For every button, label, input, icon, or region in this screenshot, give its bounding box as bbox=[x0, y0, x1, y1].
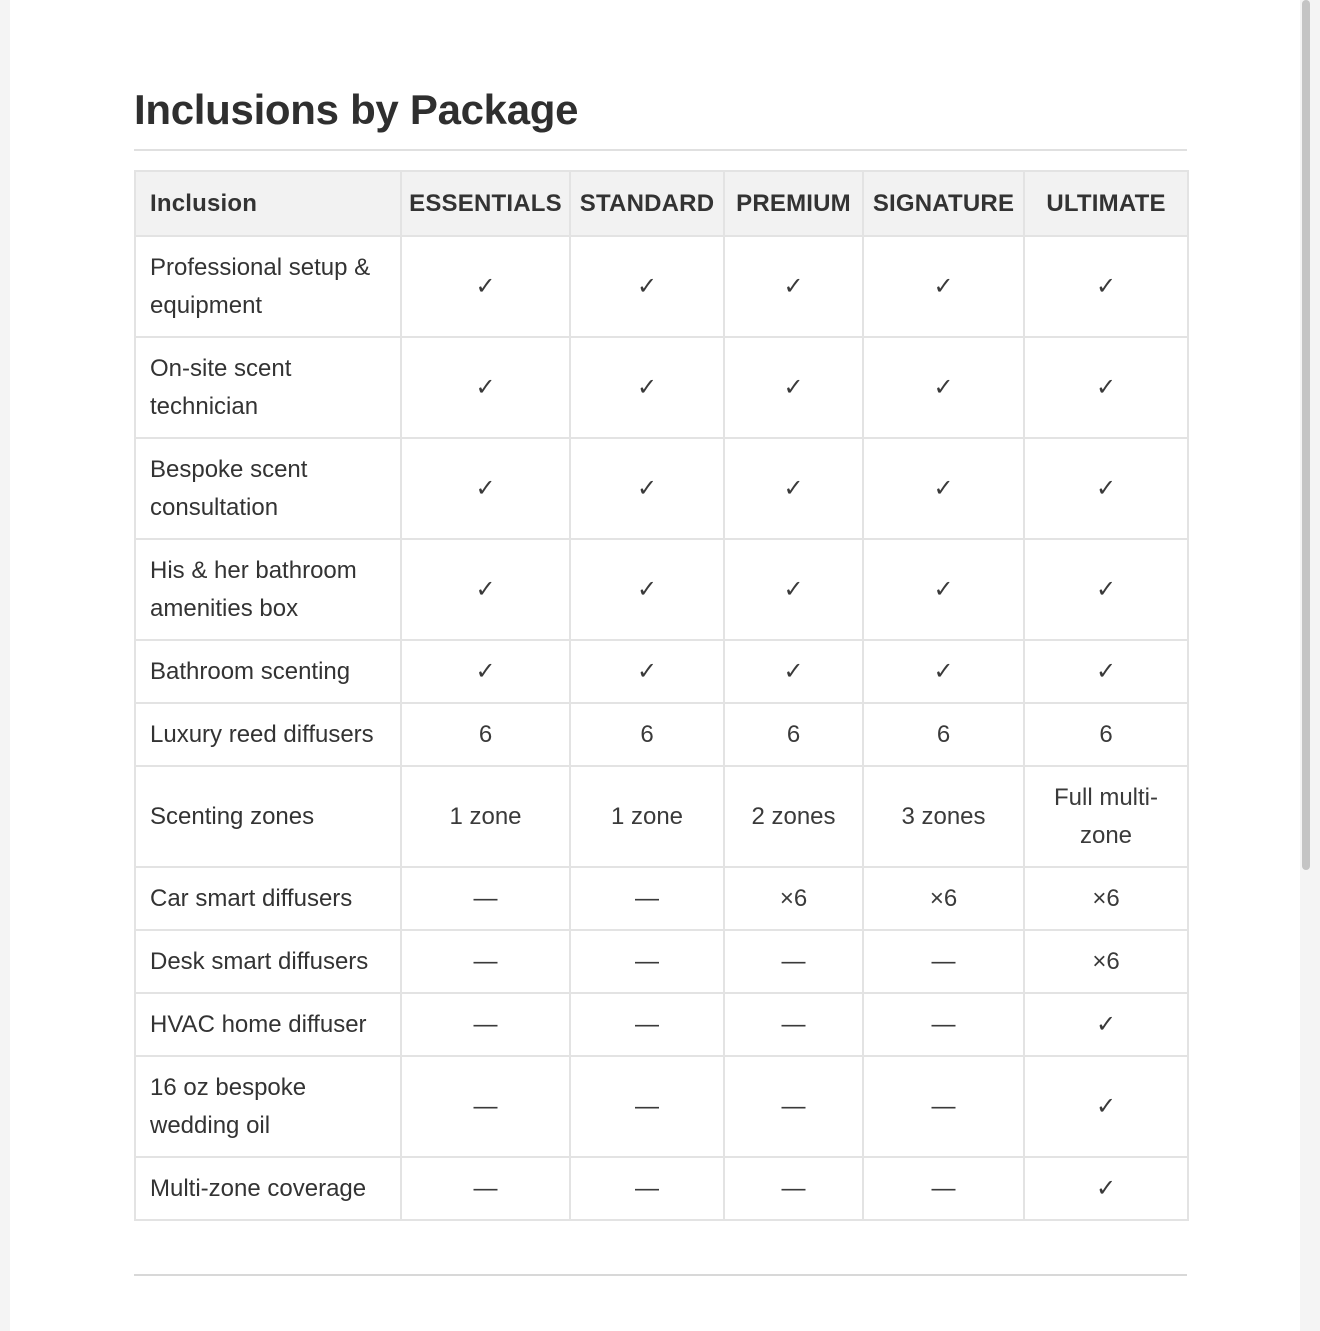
table-cell: ✓ bbox=[401, 236, 570, 337]
column-header-essentials: ESSENTIALS bbox=[401, 171, 570, 236]
table-cell: 6 bbox=[570, 703, 724, 766]
table-cell: 1 zone bbox=[401, 766, 570, 867]
table-cell: ✓ bbox=[1024, 640, 1188, 703]
column-header-premium: PREMIUM bbox=[724, 171, 863, 236]
table-cell: ✓ bbox=[401, 640, 570, 703]
row-label: Scenting zones bbox=[135, 766, 401, 867]
section-title: Inclusions by Package bbox=[134, 86, 579, 133]
table-cell: — bbox=[863, 1056, 1024, 1157]
table-cell: ✓ bbox=[724, 640, 863, 703]
table-cell: ✓ bbox=[570, 539, 724, 640]
table-cell: — bbox=[401, 867, 570, 930]
table-cell: — bbox=[863, 1157, 1024, 1220]
column-header-standard: STANDARD bbox=[570, 171, 724, 236]
table-cell: ✓ bbox=[724, 236, 863, 337]
table-row bbox=[135, 766, 1188, 867]
table-row bbox=[135, 640, 1188, 703]
row-label: Car smart diffusers bbox=[135, 867, 401, 930]
table-cell: ✓ bbox=[1024, 1056, 1188, 1157]
table-cell: ✓ bbox=[1024, 438, 1188, 539]
table-cell: 6 bbox=[724, 703, 863, 766]
table-cell: ×6 bbox=[863, 867, 1024, 930]
table-row bbox=[135, 867, 1188, 930]
table-cell: 2 zones bbox=[724, 766, 863, 867]
table-row bbox=[135, 1056, 1188, 1157]
row-label: On-site scent technician bbox=[135, 337, 401, 438]
table-header-row bbox=[135, 171, 1188, 236]
table-cell: ✓ bbox=[863, 438, 1024, 539]
table-cell: — bbox=[570, 1056, 724, 1157]
table-cell: ✓ bbox=[570, 236, 724, 337]
scrollbar-thumb[interactable] bbox=[1302, 0, 1310, 870]
table-cell: — bbox=[863, 930, 1024, 993]
table-cell: ✓ bbox=[1024, 337, 1188, 438]
table-row bbox=[135, 438, 1188, 539]
row-label: Luxury reed diffusers bbox=[135, 703, 401, 766]
table-cell: 6 bbox=[863, 703, 1024, 766]
table-cell: — bbox=[570, 867, 724, 930]
table-cell: ✓ bbox=[863, 236, 1024, 337]
table-cell: ✓ bbox=[570, 640, 724, 703]
table-row bbox=[135, 930, 1188, 993]
column-header-ultimate: ULTIMATE bbox=[1024, 171, 1188, 236]
table-cell: ×6 bbox=[1024, 867, 1188, 930]
row-label: Professional setup & equipment bbox=[135, 236, 401, 337]
row-label: 16 oz bespoke wedding oil bbox=[135, 1056, 401, 1157]
table-cell: ✓ bbox=[1024, 236, 1188, 337]
table-cell: ✓ bbox=[863, 539, 1024, 640]
column-header-inclusion: Inclusion bbox=[135, 171, 401, 236]
row-label: Bathroom scenting bbox=[135, 640, 401, 703]
table-cell: 6 bbox=[1024, 703, 1188, 766]
table-cell: — bbox=[401, 930, 570, 993]
table-cell: ×6 bbox=[1024, 930, 1188, 993]
table-cell: ✓ bbox=[724, 438, 863, 539]
table-cell: ✓ bbox=[863, 337, 1024, 438]
table-cell: — bbox=[570, 930, 724, 993]
table-cell: — bbox=[724, 993, 863, 1056]
table-row bbox=[135, 337, 1188, 438]
table-cell: ✓ bbox=[401, 337, 570, 438]
table-cell: — bbox=[724, 1157, 863, 1220]
table-cell: — bbox=[724, 1056, 863, 1157]
table-cell: ✓ bbox=[401, 539, 570, 640]
table-cell: ✓ bbox=[724, 337, 863, 438]
table-cell: Full multi-zone bbox=[1024, 766, 1188, 867]
inclusions-table bbox=[134, 170, 1189, 1221]
row-label: Multi-zone coverage bbox=[135, 1157, 401, 1220]
table-cell: — bbox=[570, 993, 724, 1056]
table-cell: ✓ bbox=[570, 438, 724, 539]
table-row bbox=[135, 236, 1188, 337]
table-cell: — bbox=[401, 993, 570, 1056]
table-cell: 6 bbox=[401, 703, 570, 766]
row-label: Bespoke scent consultation bbox=[135, 438, 401, 539]
table-cell: — bbox=[570, 1157, 724, 1220]
table-cell: ✓ bbox=[1024, 1157, 1188, 1220]
table-cell: — bbox=[863, 993, 1024, 1056]
table-cell: 3 zones bbox=[863, 766, 1024, 867]
table-cell: ✓ bbox=[1024, 539, 1188, 640]
table-row bbox=[135, 1157, 1188, 1220]
table-cell: — bbox=[401, 1056, 570, 1157]
row-label: Desk smart diffusers bbox=[135, 930, 401, 993]
table-cell: ✓ bbox=[401, 438, 570, 539]
title-divider bbox=[134, 149, 1187, 151]
column-header-signature: SIGNATURE bbox=[863, 171, 1024, 236]
table-cell: ✓ bbox=[724, 539, 863, 640]
table-cell: ✓ bbox=[863, 640, 1024, 703]
table-cell: ×6 bbox=[724, 867, 863, 930]
table-row bbox=[135, 703, 1188, 766]
table-cell: 1 zone bbox=[570, 766, 724, 867]
row-label: His & her bathroom amenities box bbox=[135, 539, 401, 640]
table-row bbox=[135, 993, 1188, 1056]
section-bottom-divider bbox=[134, 1274, 1187, 1276]
table-cell: ✓ bbox=[570, 337, 724, 438]
table-cell: — bbox=[401, 1157, 570, 1220]
table-cell: ✓ bbox=[1024, 993, 1188, 1056]
row-label: HVAC home diffuser bbox=[135, 993, 401, 1056]
table-row bbox=[135, 539, 1188, 640]
table-cell: — bbox=[724, 930, 863, 993]
